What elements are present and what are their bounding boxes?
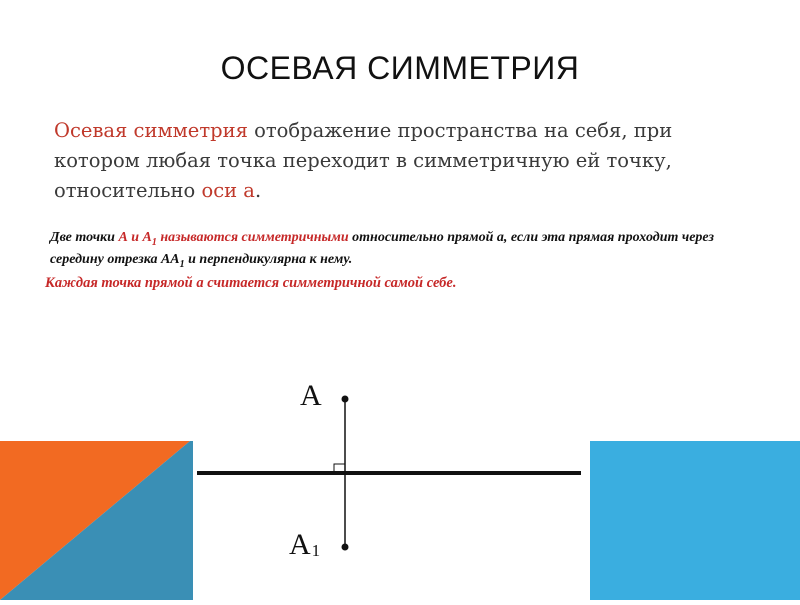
rule-points-sub: 1	[151, 236, 157, 248]
symmetry-rule	[50, 229, 750, 273]
definition-term: Осевая симметрия	[54, 119, 248, 142]
slide-title: ОСЕВАЯ СИММЕТРИЯ	[220, 50, 580, 86]
symmetry-diagram	[193, 365, 590, 600]
rule-text-2: относительно прямой а, если эта прямая проходит через середину отрезка АА	[50, 230, 714, 267]
definition-text: отображение пространства на себя, при котором любая точка переходит в симметричную ей точку, относительно	[54, 119, 673, 202]
axis-term: оси а	[201, 179, 255, 202]
definition-paragraph	[54, 116, 754, 206]
label-a1: А1	[289, 528, 321, 561]
label-a: А	[300, 379, 322, 412]
rule-points: А и А	[118, 230, 152, 245]
self-symmetry-note: Каждая точка прямой а считается симметричной самой себе.	[45, 275, 457, 291]
right-angle-mark	[334, 464, 345, 471]
rule-text-1: Две точки	[50, 230, 119, 245]
blue-band	[590, 441, 800, 600]
diagram-svg	[193, 365, 590, 600]
point-a	[342, 396, 349, 403]
rule-text-3: и перпендикулярна к нему.	[184, 251, 353, 267]
rule-symmetric-term: называются симметричными	[156, 230, 349, 245]
rule-segment-sub: 1	[179, 258, 185, 270]
point-a1	[342, 544, 349, 551]
definition-end: .	[254, 179, 262, 202]
